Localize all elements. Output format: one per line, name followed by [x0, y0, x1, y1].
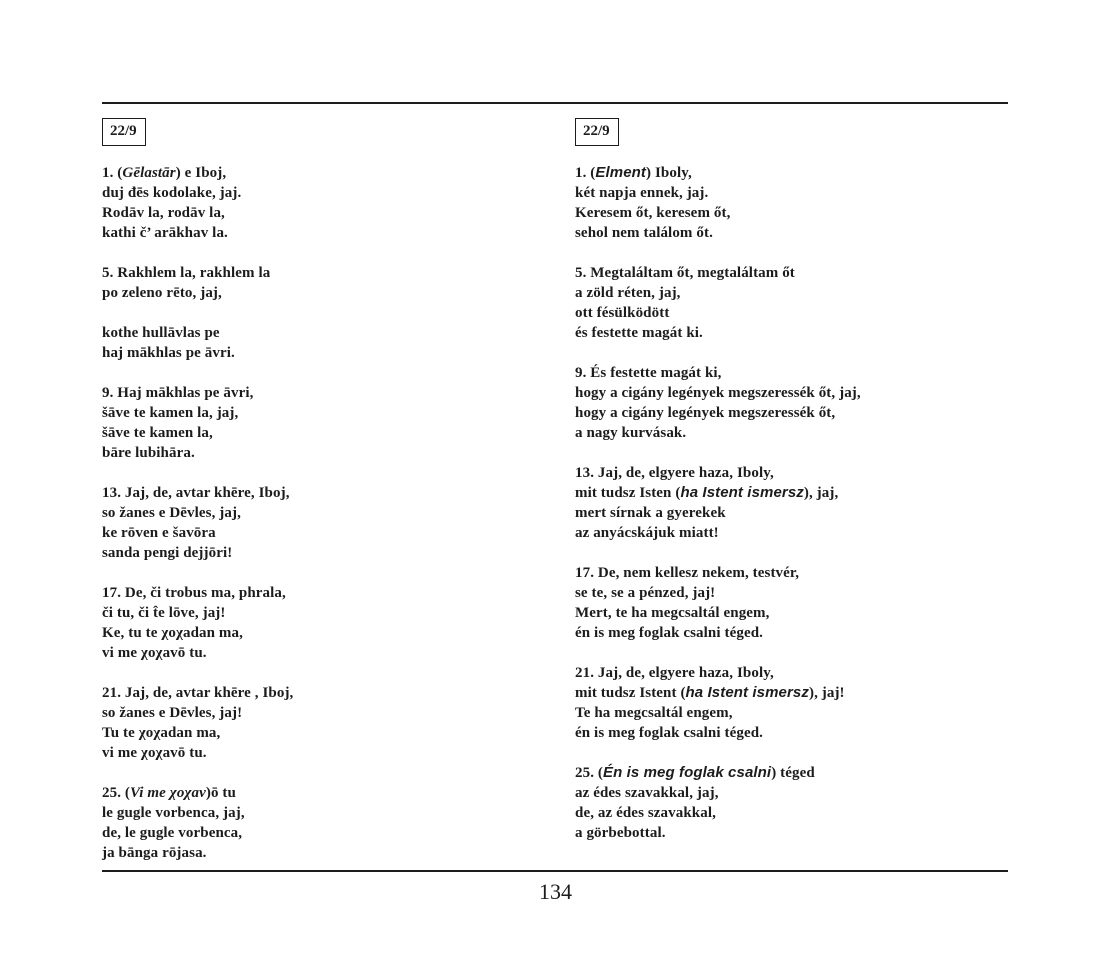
verse-text: 1. ( — [102, 165, 123, 181]
verse-text: 17. De, nem kellesz nekem, testvér, — [575, 565, 800, 581]
verse-text: 17. De, či trobus ma, phrala, — [102, 585, 286, 601]
stanza — [575, 263, 861, 343]
verse-line — [575, 203, 861, 223]
verse-line — [575, 723, 861, 743]
verse-text: ) Iboly, — [646, 165, 692, 181]
verse-text: vi me χoχavō tu. — [102, 745, 207, 761]
verse-line — [102, 343, 293, 363]
verse-text: duj đēs kodolake, jaj. — [102, 185, 242, 201]
verse-text: kothe hullāvlas pe — [102, 325, 220, 341]
verse-line — [102, 263, 293, 283]
verse-line — [102, 383, 293, 403]
verse-line — [102, 603, 293, 623]
stanza — [102, 163, 293, 243]
verse-line — [102, 323, 293, 343]
verse-line — [575, 383, 861, 403]
verse-line — [575, 523, 861, 543]
verse-text: po zeleno rēto, jaj, — [102, 285, 222, 301]
stanza — [102, 783, 293, 863]
verse-line — [102, 723, 293, 743]
verse-line — [575, 303, 861, 323]
verse-line — [575, 403, 861, 423]
verse-text: 21. Jaj, de, elgyere haza, Iboly, — [575, 665, 774, 681]
verse-text: az édes szavakkal, jaj, — [575, 785, 719, 801]
verse-line — [575, 663, 861, 683]
verse-text: Keresem őt, keresem őt, — [575, 205, 731, 221]
stanza-list — [102, 163, 293, 863]
verse-line — [575, 163, 861, 183]
verse-line — [102, 583, 293, 603]
top-rule — [102, 102, 1008, 104]
verse-text: Te ha megcsaltál engem, — [575, 705, 733, 721]
stanza — [575, 163, 861, 243]
verse-text: sehol nem találom őt. — [575, 225, 713, 241]
verse-line — [102, 423, 293, 443]
verse-text: ) téged — [771, 765, 815, 781]
verse-text: ), jaj, — [803, 485, 839, 501]
italic-text: Én is meg foglak csalni — [603, 764, 772, 781]
stanza — [102, 383, 293, 463]
verse-line — [102, 183, 293, 203]
verse-line — [575, 463, 861, 483]
verse-text: a nagy kurvásak. — [575, 425, 687, 441]
stanza — [575, 463, 861, 543]
verse-line — [575, 223, 861, 243]
verse-line — [575, 323, 861, 343]
bottom-rule — [102, 870, 1008, 872]
italic-text: Elment — [595, 164, 647, 181]
verse-text: 21. Jaj, de, avtar khēre , Iboj, — [102, 685, 294, 701]
hungarian-translation-column — [575, 118, 861, 863]
verse-text: sanda pengi dejjōri! — [102, 545, 233, 561]
verse-text: 1. ( — [575, 165, 596, 181]
verse-text: de, le gugle vorbenca, — [102, 825, 243, 841]
stanza — [575, 363, 861, 443]
verse-line — [102, 803, 293, 823]
verse-text: )ō tu — [205, 785, 236, 801]
verse-text: ja bānga rōjasa. — [102, 845, 207, 861]
verse-text: de, az édes szavakkal, — [575, 805, 716, 821]
verse-text: mit tudsz Istent ( — [575, 685, 686, 701]
verse-line — [575, 623, 861, 643]
verse-line — [575, 703, 861, 723]
verse-line — [102, 683, 293, 703]
verse-line — [575, 363, 861, 383]
verse-line — [575, 503, 861, 523]
song-number-box: 22/9 — [575, 118, 619, 146]
verse-line — [575, 763, 861, 783]
stanza — [102, 483, 293, 563]
verse-text: šāve te kamen la, jaj, — [102, 405, 239, 421]
verse-line — [102, 743, 293, 763]
verse-line — [102, 783, 293, 803]
verse-text: a zöld réten, jaj, — [575, 285, 681, 301]
verse-line — [102, 623, 293, 643]
stanza — [102, 323, 293, 363]
verse-text: 25. ( — [102, 785, 130, 801]
verse-text: Rodāv la, rodāv la, — [102, 205, 225, 221]
verse-text: ke rōven e šavōra — [102, 525, 216, 541]
verse-text: se te, se a pénzed, jaj! — [575, 585, 716, 601]
verse-text: vi me χoχavō tu. — [102, 645, 207, 661]
verse-line — [575, 483, 861, 503]
stanza — [575, 563, 861, 643]
verse-line — [575, 283, 861, 303]
verse-line — [575, 683, 861, 703]
verse-line — [102, 523, 293, 543]
verse-text: haj mākhlas pe āvri. — [102, 345, 235, 361]
stanza — [102, 263, 293, 303]
verse-line — [575, 263, 861, 283]
verse-line — [102, 203, 293, 223]
verse-text: so žanes e Dēvles, jaj, — [102, 505, 241, 521]
verse-text: šāve te kamen la, — [102, 425, 213, 441]
verse-text: az anyácskájuk miatt! — [575, 525, 719, 541]
stanza — [102, 583, 293, 663]
verse-text: hogy a cigány legények megszeressék őt, — [575, 405, 836, 421]
verse-text: mit tudsz Isten ( — [575, 485, 681, 501]
verse-text: le gugle vorbenca, jaj, — [102, 805, 245, 821]
verse-text: ott fésülködött — [575, 305, 670, 321]
romani-text-column — [102, 118, 293, 883]
verse-text: 5. Megtaláltam őt, megtaláltam őt — [575, 265, 795, 281]
verse-text: 9. Haj mākhlas pe āvri, — [102, 385, 254, 401]
verse-line — [102, 283, 293, 303]
verse-line — [575, 783, 861, 803]
verse-line — [102, 223, 293, 243]
italic-text: ha Istent ismersz — [680, 484, 804, 501]
verse-text: mert sírnak a gyerekek — [575, 505, 726, 521]
verse-line — [575, 603, 861, 623]
verse-text: én is meg foglak csalni téged. — [575, 725, 763, 741]
stanza — [575, 763, 861, 843]
verse-text: 13. Jaj, de, avtar khēre, Iboj, — [102, 485, 290, 501]
verse-line — [102, 823, 293, 843]
verse-text: 25. ( — [575, 765, 603, 781]
verse-text: 9. És festette magát ki, — [575, 365, 722, 381]
verse-text: hogy a cigány legények megszeressék őt, jaj, — [575, 385, 861, 401]
verse-text: či tu, či t̂e lōve, jaj! — [102, 605, 226, 621]
verse-line — [575, 803, 861, 823]
verse-text: két napja ennek, jaj. — [575, 185, 709, 201]
verse-line — [575, 583, 861, 603]
verse-line — [575, 423, 861, 443]
verse-line — [575, 823, 861, 843]
stanza — [575, 663, 861, 743]
verse-line — [102, 443, 293, 463]
verse-text: és festette magát ki. — [575, 325, 703, 341]
verse-text: bāre lubihāra. — [102, 445, 195, 461]
song-number-box: 22/9 — [102, 118, 146, 146]
italic-text: Vi me χoχav — [130, 785, 206, 801]
verse-text: 13. Jaj, de, elgyere haza, Iboly, — [575, 465, 774, 481]
verse-text: Tu te χoχadan ma, — [102, 725, 221, 741]
verse-line — [102, 483, 293, 503]
verse-text: én is meg foglak csalni téged. — [575, 625, 763, 641]
page-number: 134 — [539, 879, 572, 904]
verse-line — [102, 543, 293, 563]
verse-line — [102, 403, 293, 423]
italic-text: ha Istent ismersz — [685, 684, 809, 701]
verse-line — [575, 563, 861, 583]
verse-line — [102, 643, 293, 663]
verse-text: so žanes e Dēvles, jaj! — [102, 705, 243, 721]
verse-line — [102, 703, 293, 723]
verse-text: Ke, tu te χoχadan ma, — [102, 625, 243, 641]
verse-text: 5. Rakhlem la, rakhlem la — [102, 265, 271, 281]
stanza — [102, 683, 293, 763]
verse-text: kathi č’ arākhav la. — [102, 225, 228, 241]
verse-line — [102, 843, 293, 863]
verse-text: a görbebottal. — [575, 825, 666, 841]
verse-text: ) e Iboj, — [175, 165, 227, 181]
verse-line — [102, 503, 293, 523]
verse-text: ), jaj! — [808, 685, 845, 701]
stanza-list — [575, 163, 861, 843]
verse-line — [102, 163, 293, 183]
verse-text: Mert, te ha megcsaltál engem, — [575, 605, 770, 621]
italic-text: Gēlastār — [122, 165, 176, 181]
verse-line — [575, 183, 861, 203]
